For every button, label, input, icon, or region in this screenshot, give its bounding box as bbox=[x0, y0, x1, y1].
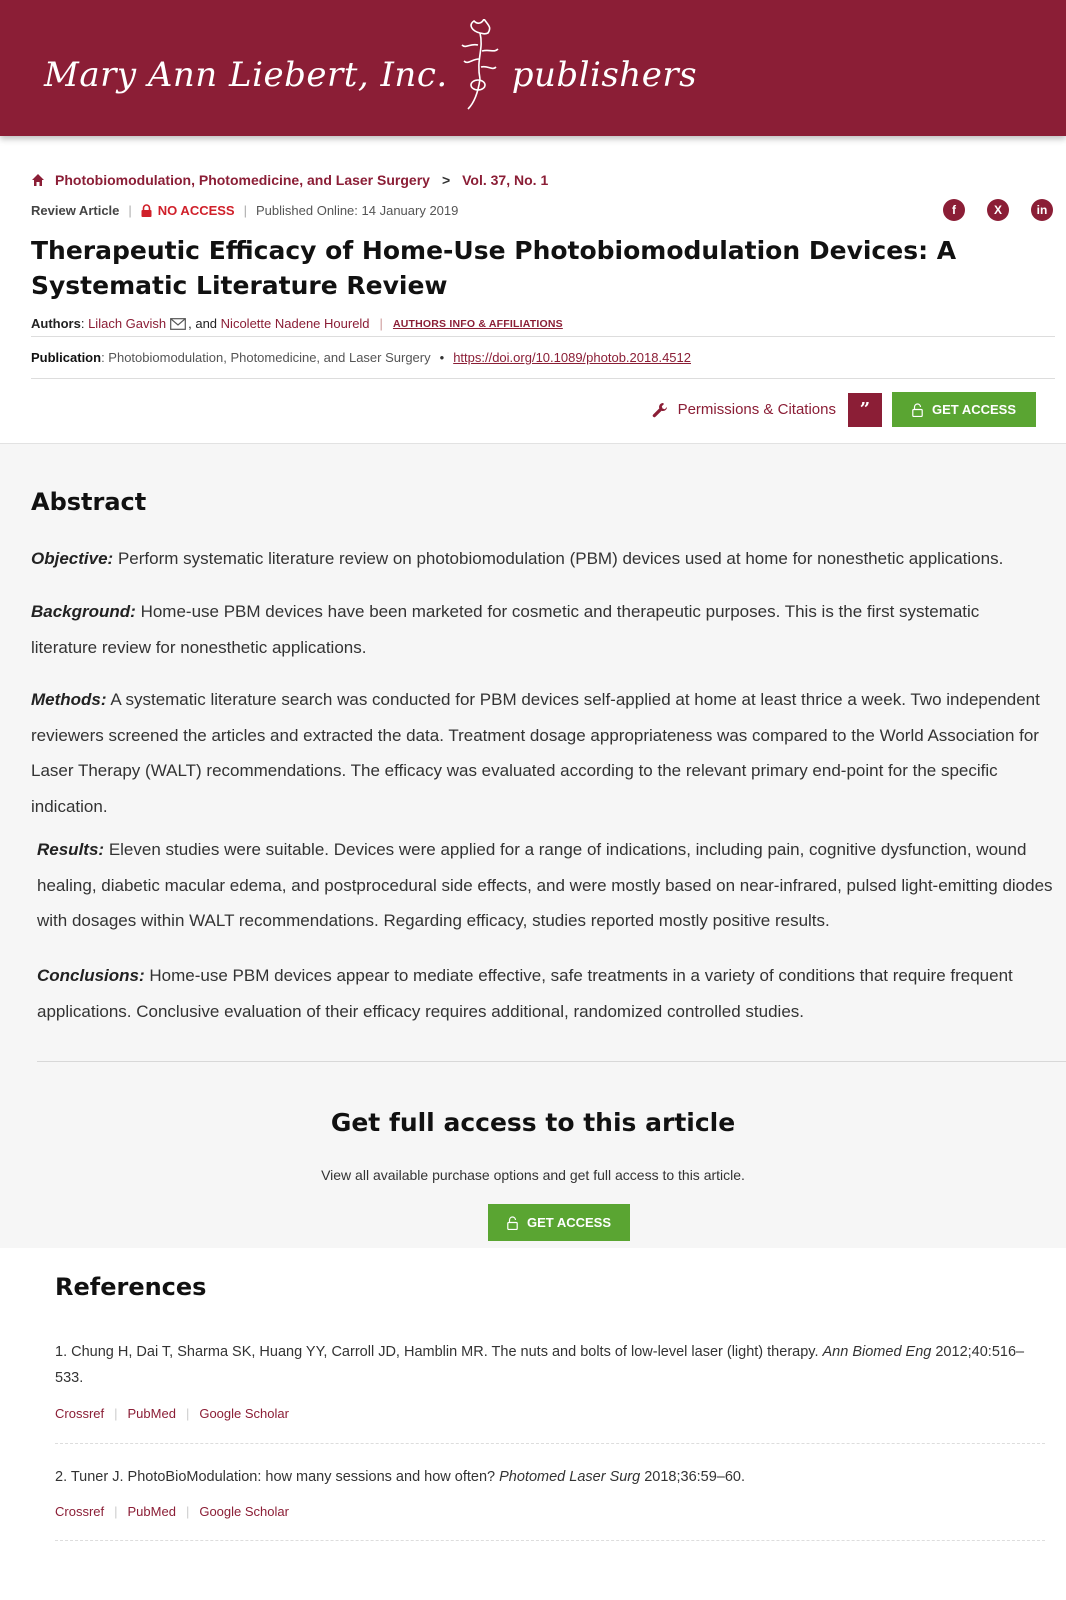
authors-and: , and bbox=[188, 316, 218, 331]
divider bbox=[55, 1540, 1045, 1541]
mail-icon[interactable] bbox=[170, 318, 186, 330]
reference-journal: Photomed Laser Surg bbox=[499, 1469, 641, 1485]
access-status-badge bbox=[141, 203, 235, 218]
cite-quote-button[interactable]: ” bbox=[848, 393, 882, 427]
results-text: Eleven studies were suitable. Devices were applied for a range of indications, including pain, cognitive dysfunction, wound healing, diabetic macular edema, and postprocedural side effects, and were mostly based on near-infrared, pulsed light-emitting diodes with dosages within WALT recommendations. Regarding efficacy, studies reported mostly positive results. bbox=[37, 840, 1053, 930]
get-access-label: GET ACCESS bbox=[526, 1215, 612, 1230]
full-access-heading: Get full access to this article bbox=[330, 1108, 736, 1137]
lock-icon bbox=[141, 204, 152, 217]
breadcrumb-journal-link[interactable]: Photobiomodulation, Photomedicine, and Laser Surgery bbox=[55, 172, 430, 188]
flower-icon bbox=[454, 19, 506, 111]
reference-links: Crossref | PubMed | Google Scholar bbox=[55, 1406, 289, 1421]
facebook-icon[interactable]: f bbox=[943, 199, 965, 221]
authors-label: Authors bbox=[31, 316, 81, 331]
doi-link[interactable]: https://doi.org/10.1089/photob.2018.4512 bbox=[453, 350, 691, 365]
abstract-objective bbox=[31, 541, 1061, 577]
linkedin-icon[interactable]: in bbox=[1031, 199, 1053, 221]
meta-divider: | bbox=[243, 203, 247, 218]
breadcrumb bbox=[31, 172, 548, 188]
bullet: • bbox=[439, 350, 445, 365]
abstract-results bbox=[37, 832, 1061, 939]
methods-label: Methods: bbox=[31, 690, 107, 709]
crossref-link[interactable]: Crossref bbox=[55, 1504, 105, 1519]
results-label: Results: bbox=[37, 840, 105, 859]
abstract-heading: Abstract bbox=[31, 488, 147, 516]
background-text: Home-use PBM devices have been marketed for cosmetic and therapeutic purposes. This is the first systematic literature review for nonesthetic applications. bbox=[31, 602, 980, 657]
divider bbox=[55, 1443, 1045, 1444]
get-access-button[interactable] bbox=[892, 392, 1036, 427]
access-status-label: NO ACCESS bbox=[157, 203, 235, 218]
published-date: Published Online: 14 January 2019 bbox=[256, 203, 459, 218]
crossref-link[interactable]: Crossref bbox=[55, 1406, 105, 1421]
author-link-1[interactable]: Lilach Gavish bbox=[88, 316, 167, 331]
get-access-button-secondary[interactable] bbox=[488, 1204, 630, 1241]
divider bbox=[37, 1061, 1066, 1062]
authors-row: Authors : Lilach Gavish , and Nicolette Nadene Houreld | AUTHORS INFO & AFFILIATIONS bbox=[31, 316, 563, 331]
divider bbox=[31, 378, 1055, 379]
abstract-conclusions bbox=[37, 958, 1065, 1029]
reference-item bbox=[55, 1339, 1045, 1391]
publication-journal: Photobiomodulation, Photomedicine, and Laser Surgery bbox=[108, 350, 431, 365]
permissions-citations-link[interactable] bbox=[652, 401, 836, 418]
conclusions-text: Home-use PBM devices appear to mediate effective, safe treatments in a variety of conditions that require frequent applications. Conclusive evaluation of their efficacy requires additional, randomized controlled studies. bbox=[37, 966, 1013, 1021]
google-scholar-link[interactable]: Google Scholar bbox=[199, 1406, 289, 1421]
publisher-logo[interactable] bbox=[44, 40, 697, 110]
unlock-icon bbox=[507, 1216, 518, 1230]
abstract-methods bbox=[31, 682, 1061, 824]
reference-details: 2018;36:59–60. bbox=[640, 1469, 746, 1485]
publication-label: Publication bbox=[31, 350, 102, 365]
article-actions bbox=[652, 392, 1036, 427]
breadcrumb-separator: > bbox=[441, 172, 451, 188]
conclusions-label: Conclusions: bbox=[37, 966, 145, 985]
pubmed-link[interactable]: PubMed bbox=[127, 1504, 176, 1519]
objective-label: Objective: bbox=[31, 549, 114, 568]
reference-details: 2012;40:516–533. bbox=[55, 1344, 1025, 1386]
reference-journal: Ann Biomed Eng bbox=[822, 1344, 932, 1360]
breadcrumb-issue-link[interactable]: Vol. 37, No. 1 bbox=[462, 172, 549, 188]
article-meta bbox=[31, 203, 458, 218]
author-link-2[interactable]: Nicolette Nadene Houreld bbox=[220, 316, 370, 331]
full-access-description: View all available purchase options and get full access to this article. bbox=[321, 1167, 745, 1183]
home-icon[interactable] bbox=[31, 173, 45, 187]
article-title: Therapeutic Efficacy of Home-Use Photobiomodulation Devices: A Systematic Literature Review bbox=[31, 236, 957, 300]
reference-item bbox=[55, 1464, 1045, 1490]
background-label: Background: bbox=[31, 602, 136, 621]
pubmed-link[interactable]: PubMed bbox=[127, 1406, 176, 1421]
abstract-background bbox=[31, 594, 1041, 665]
meta-divider: | bbox=[128, 203, 132, 218]
logo-text-left: Mary Ann Liebert, Inc. bbox=[44, 55, 448, 95]
methods-text: A systematic literature search was conducted for PBM devices self-applied at home at least thrice a week. Two independent reviewers screened the articles and extracted the data. Treatment dosage appropriateness was compared to the World Association for Laser Therapy (WALT) recommendations. The efficacy was evaluated according to the relevant primary end-point for the specific indication. bbox=[31, 690, 1040, 816]
unlock-icon bbox=[912, 403, 923, 417]
get-access-label: GET ACCESS bbox=[931, 402, 1016, 417]
affiliations-link[interactable]: AUTHORS INFO & AFFILIATIONS bbox=[392, 317, 563, 330]
publication-row: Publication : Photobiomodulation, Photomedicine, and Laser Surgery • https://doi.org/10.1089/photob.2018.4512 bbox=[31, 350, 691, 365]
x-twitter-icon[interactable]: X bbox=[987, 199, 1009, 221]
permissions-label: Permissions & Citations bbox=[677, 401, 836, 418]
logo-text-right: publishers bbox=[511, 55, 698, 95]
reference-links: Crossref | PubMed | Google Scholar bbox=[55, 1504, 289, 1519]
objective-text: Perform systematic literature review on photobiomodulation (PBM) devices used at home for nonesthetic applications. bbox=[117, 549, 1004, 568]
google-scholar-link[interactable]: Google Scholar bbox=[199, 1504, 289, 1519]
authors-divider: | bbox=[379, 316, 383, 331]
reference-text: 1. Chung H, Dai T, Sharma SK, Huang YY, Carroll JD, Hamblin MR. The nuts and bolts of low-level laser (light) therapy. bbox=[55, 1344, 823, 1360]
reference-text: 2. Tuner J. PhotoBioModulation: how many sessions and how often? bbox=[55, 1469, 500, 1485]
article-type: Review Article bbox=[31, 203, 120, 218]
site-header bbox=[0, 0, 1066, 136]
wrench-icon bbox=[652, 402, 668, 418]
divider bbox=[31, 336, 1055, 337]
references-heading: References bbox=[55, 1273, 207, 1301]
